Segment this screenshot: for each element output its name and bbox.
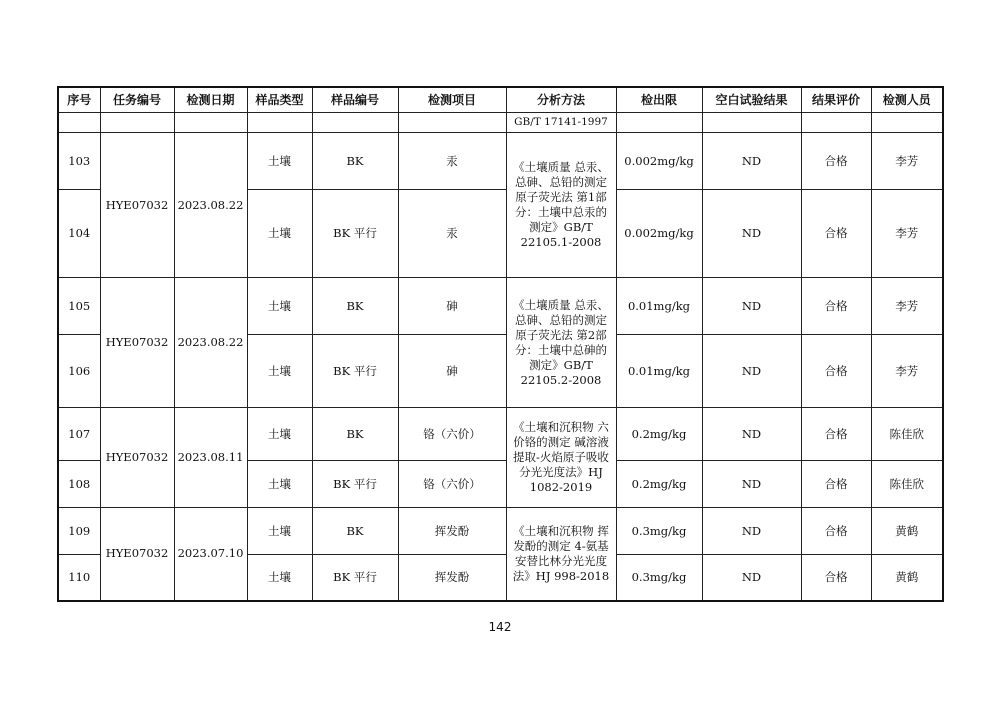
test-date: 2023.08.22 — [174, 278, 247, 408]
test-results-table — [57, 86, 944, 602]
sample-type: 土壤 — [247, 335, 312, 408]
evaluation: 合格 — [801, 133, 871, 190]
continuation-row — [58, 113, 943, 133]
header-cell: 空白试验结果 — [702, 87, 801, 113]
sample-type: 土壤 — [247, 278, 312, 335]
analysis-method: 《土壤质量 总汞、总砷、总铅的测定 原子荧光法 第2部分：土壤中总砷的测定》GB/T 22105.2-2008 — [506, 278, 616, 408]
tester: 陈佳欣 — [871, 461, 943, 508]
detection-limit: 0.002mg/kg — [616, 133, 702, 190]
evaluation: 合格 — [801, 335, 871, 408]
header-row — [58, 87, 943, 113]
sample-id: BK 平行 — [312, 190, 398, 278]
analysis-method: 《土壤质量 总汞、总砷、总铅的测定 原子荧光法 第1部分：土壤中总汞的测定》GB/T 22105.1-2008 — [506, 133, 616, 278]
sample-type: 土壤 — [247, 408, 312, 461]
table-row — [58, 508, 943, 555]
detection-limit: 0.3mg/kg — [616, 508, 702, 555]
sample-type: 土壤 — [247, 190, 312, 278]
blank-result: ND — [702, 408, 801, 461]
page-number: 142 — [488, 620, 512, 634]
row-number: 110 — [58, 555, 100, 601]
sample-id: BK — [312, 278, 398, 335]
header-cell: 任务编号 — [100, 87, 174, 113]
header-cell: 样品编号 — [312, 87, 398, 113]
row-number: 104 — [58, 190, 100, 278]
table-row — [58, 408, 943, 461]
task-id: HYE07032 — [100, 278, 174, 408]
test-item: 挥发酚 — [398, 555, 506, 601]
header-cell: 检测项目 — [398, 87, 506, 113]
row-number: 105 — [58, 278, 100, 335]
table-row — [58, 278, 943, 335]
row-number: 108 — [58, 461, 100, 508]
sample-type: 土壤 — [247, 555, 312, 601]
evaluation: 合格 — [801, 278, 871, 335]
header-cell: 检测人员 — [871, 87, 943, 113]
detection-limit: 0.01mg/kg — [616, 335, 702, 408]
row-number: 103 — [58, 133, 100, 190]
task-id: HYE07032 — [100, 508, 174, 601]
sample-id: BK — [312, 408, 398, 461]
tester: 陈佳欣 — [871, 408, 943, 461]
continued-method-cell: GB/T 17141-1997 — [506, 113, 616, 133]
row-number: 109 — [58, 508, 100, 555]
blank-result: ND — [702, 335, 801, 408]
sample-id: BK — [312, 508, 398, 555]
blank-result: ND — [702, 278, 801, 335]
sample-type: 土壤 — [247, 133, 312, 190]
test-item: 汞 — [398, 133, 506, 190]
test-item: 汞 — [398, 190, 506, 278]
blank-result: ND — [702, 190, 801, 278]
header-cell: 结果评价 — [801, 87, 871, 113]
detection-limit: 0.3mg/kg — [616, 555, 702, 601]
header-cell: 分析方法 — [506, 87, 616, 113]
sample-type: 土壤 — [247, 508, 312, 555]
detection-limit: 0.002mg/kg — [616, 190, 702, 278]
test-item: 铬（六价） — [398, 408, 506, 461]
tester: 李芳 — [871, 335, 943, 408]
detection-limit: 0.01mg/kg — [616, 278, 702, 335]
header-cell: 检出限 — [616, 87, 702, 113]
table-row — [58, 133, 943, 190]
tester: 李芳 — [871, 278, 943, 335]
evaluation: 合格 — [801, 461, 871, 508]
row-number: 107 — [58, 408, 100, 461]
sample-id: BK 平行 — [312, 335, 398, 408]
evaluation: 合格 — [801, 508, 871, 555]
test-date: 2023.07.10 — [174, 508, 247, 601]
sample-id: BK 平行 — [312, 461, 398, 508]
test-item: 铬（六价） — [398, 461, 506, 508]
test-item: 挥发酚 — [398, 508, 506, 555]
test-item: 砷 — [398, 278, 506, 335]
detection-limit: 0.2mg/kg — [616, 408, 702, 461]
tester: 李芳 — [871, 133, 943, 190]
test-date: 2023.08.11 — [174, 408, 247, 508]
tester: 黄鹤 — [871, 508, 943, 555]
evaluation: 合格 — [801, 190, 871, 278]
blank-result: ND — [702, 555, 801, 601]
row-number: 106 — [58, 335, 100, 408]
test-item: 砷 — [398, 335, 506, 408]
analysis-method: 《土壤和沉积物 六价铬的测定 碱溶液提取-火焰原子吸收分光光度法》HJ 1082-2019 — [506, 408, 616, 508]
tester: 李芳 — [871, 190, 943, 278]
evaluation: 合格 — [801, 555, 871, 601]
header-cell: 序号 — [58, 87, 100, 113]
blank-result: ND — [702, 508, 801, 555]
blank-result: ND — [702, 133, 801, 190]
header-cell: 检测日期 — [174, 87, 247, 113]
sample-type: 土壤 — [247, 461, 312, 508]
analysis-method: 《土壤和沉积物 挥发酚的测定 4-氨基安替比林分光光度法》HJ 998-2018 — [506, 508, 616, 601]
task-id: HYE07032 — [100, 408, 174, 508]
task-id: HYE07032 — [100, 133, 174, 278]
detection-limit: 0.2mg/kg — [616, 461, 702, 508]
header-cell: 样品类型 — [247, 87, 312, 113]
sample-id: BK — [312, 133, 398, 190]
tester: 黄鹤 — [871, 555, 943, 601]
test-date: 2023.08.22 — [174, 133, 247, 278]
evaluation: 合格 — [801, 408, 871, 461]
blank-result: ND — [702, 461, 801, 508]
sample-id: BK 平行 — [312, 555, 398, 601]
